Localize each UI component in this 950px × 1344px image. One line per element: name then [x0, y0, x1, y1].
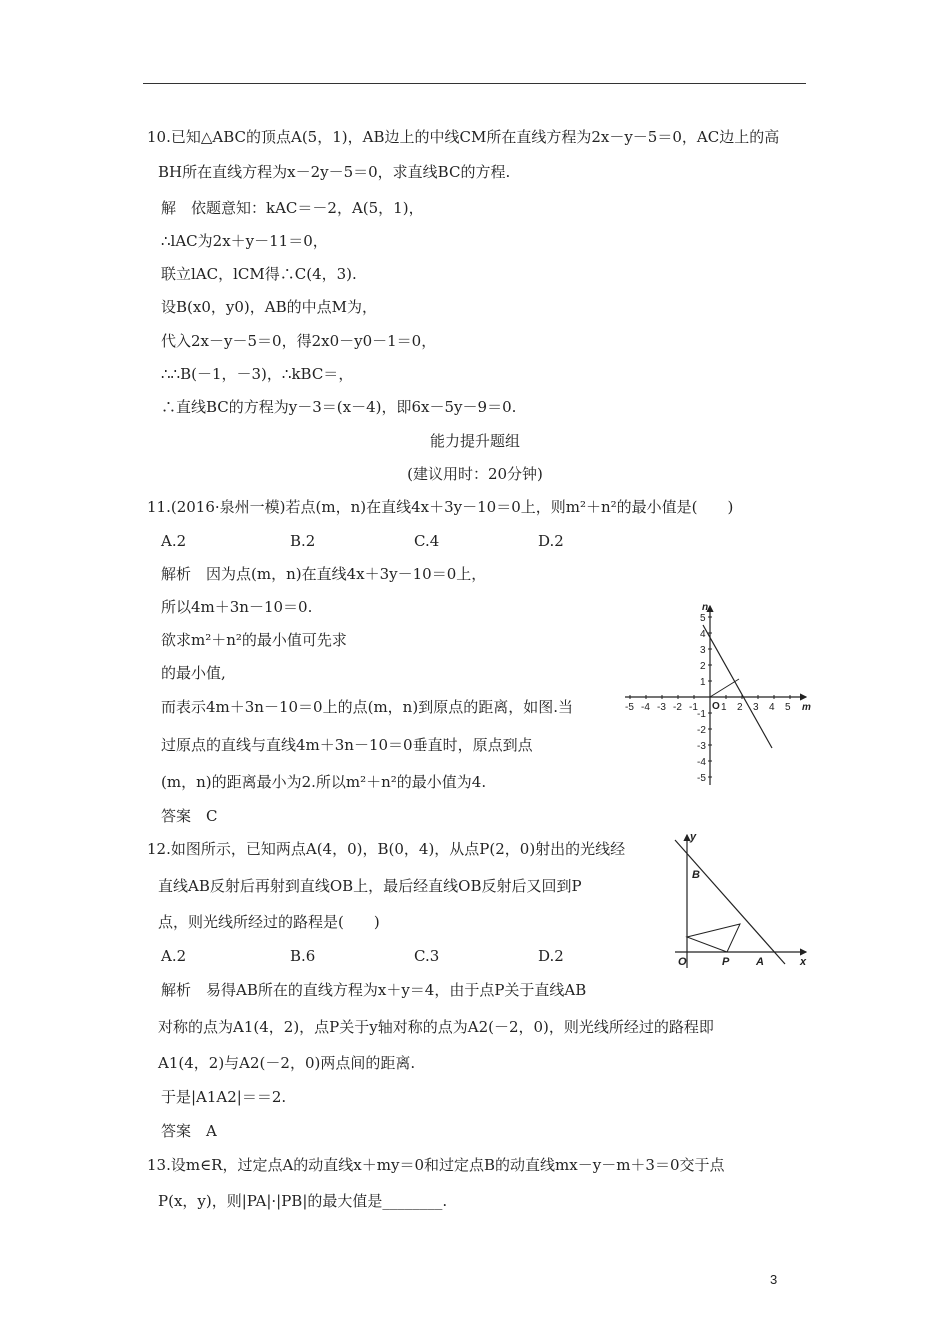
header-rule [143, 83, 806, 84]
n-tick-label: -3 [697, 741, 706, 752]
q10-solution-4: 设B(x0，y0)，AB的中点M为， [161, 298, 377, 316]
m-tick-label: -1 [689, 702, 698, 713]
q11-coordinate-graph [620, 600, 815, 790]
q12-stem-1: 12.如图所示，已知两点A(4，0)，B(0，4)，从点P(2，0)射出的光线经 [147, 840, 626, 858]
q12-stem-3: 点，则光线所经过的路程是( ) [158, 913, 380, 931]
constraint-line [703, 625, 772, 748]
n-axis-label: n [702, 602, 709, 613]
q11-option-b: B.2 [290, 532, 316, 550]
q11-solution-2: 所以4m＋3n－10＝0. [161, 598, 313, 616]
q12-option-a: A.2 [161, 947, 187, 965]
m-tick-label: 1 [721, 702, 727, 713]
point-p-label: P [722, 956, 730, 968]
page-number: 3 [770, 1272, 778, 1287]
q13-line2: P(x，y)，则|PA|·|PB|的最大值是________. [158, 1192, 448, 1210]
q12-solution-3: A1(4，2)与A2(－2，0)两点间的距离. [158, 1054, 416, 1072]
q13-line1: 13.设m∈R，过定点A的动直线x＋my＝0和过定点B的动直线mx－y－m＋3＝0交于点 [147, 1156, 725, 1174]
q11-option-c: C.4 [414, 532, 440, 550]
x-axis-label: x [800, 956, 807, 968]
y-axis-label: y [690, 831, 697, 843]
q11-option-d: D.2 [538, 532, 564, 550]
q10-line1: 10.已知△ABC的顶点A(5，1)，AB边上的中线CM所在直线方程为2x－y－5＝0，AC边上的高 [147, 128, 780, 146]
m-tick-label: 2 [737, 702, 743, 713]
q11-solution-3: 欲求m²＋n²的最小值可先求 [161, 631, 347, 649]
q10-solution-3: 联立lAC，lCM得∴C(4，3). [161, 265, 357, 283]
light-path [687, 924, 740, 952]
n-tick-label: -2 [697, 725, 706, 736]
m-axis-label: m [802, 702, 811, 713]
m-tick-label: 5 [785, 702, 791, 713]
q12-option-c: C.3 [414, 947, 440, 965]
q12-answer: 答案 A [161, 1122, 217, 1140]
q11-solution-7: (m，n)的距离最小为2.所以m²＋n²的最小值为4. [161, 773, 487, 791]
point-a-label: A [756, 956, 764, 968]
m-tick-label: -3 [657, 702, 666, 713]
q11-stem: 11.(2016·泉州一模)若点(m，n)在直线4x＋3y－10＝0上，则m²＋n²的最小值是( ) [147, 498, 734, 516]
q11-solution-4: 的最小值, [161, 664, 226, 682]
section-title: 能力提升题组 [429, 432, 520, 450]
q12-option-b: B.6 [290, 947, 316, 965]
n-tick-label: 4 [700, 629, 706, 640]
m-tick-label: 4 [769, 702, 775, 713]
q10-solution-6: ∴∴B(－1，－3)，∴kBC＝， [161, 365, 354, 383]
q12-solution-1: 解析 易得AB所在的直线方程为x＋y＝4，由于点P关于直线AB [161, 981, 587, 999]
point-o-label: O [678, 956, 687, 968]
n-tick-label: -4 [697, 757, 706, 768]
n-tick-label: 1 [700, 677, 706, 688]
q11-solution-5: 而表示4m＋3n－10＝0上的点(m，n)到原点的距离，如图.当 [161, 698, 573, 716]
perpendicular-segment [710, 679, 739, 697]
n-tick-label: -1 [697, 709, 706, 720]
m-tick-label: -5 [625, 702, 634, 713]
point-b-label: B [692, 869, 700, 881]
m-tick-label: 3 [753, 702, 759, 713]
q12-reflection-diagram [670, 830, 815, 970]
q10-solution-5: 代入2x－y－5＝0，得2x0－y0－1＝0， [161, 332, 437, 350]
q12-stem-2: 直线AB反射后再射到直线OB上，最后经直线OB反射后又回到P [158, 877, 582, 895]
q10-solution-2: ∴lAC为2x＋y－11＝0， [161, 232, 328, 250]
n-tick-label: 2 [700, 661, 706, 672]
m-tick-label: -2 [673, 702, 682, 713]
origin-label: O [712, 701, 720, 712]
section-time: (建议用时：20分钟) [407, 465, 543, 483]
q12-solution-4: 于是|A1A2|＝＝2. [161, 1088, 287, 1106]
q10-line2: BH所在直线方程为x－2y－5＝0，求直线BC的方程. [158, 163, 511, 181]
n-tick-label: -5 [697, 773, 706, 784]
m-tick-label: -4 [641, 702, 650, 713]
n-tick-label: 3 [700, 645, 706, 656]
q12-solution-2: 对称的点为A1(4，2)，点P关于y轴对称的点为A2(－2，0)，则光线所经过的路程即 [158, 1018, 714, 1036]
q11-solution-1: 解析 因为点(m，n)在直线4x＋3y－10＝0上， [161, 565, 487, 583]
n-tick-label: 5 [700, 613, 706, 624]
q11-answer: 答案 C [161, 807, 218, 825]
q11-option-a: A.2 [161, 532, 187, 550]
q10-solution-1: 解 依题意知：kAC＝－2，A(5，1)， [161, 199, 424, 217]
q12-option-d: D.2 [538, 947, 564, 965]
q10-solution-7: ∴直线BC的方程为y－3＝(x－4)，即6x－5y－9＝0. [161, 398, 517, 416]
q11-solution-6: 过原点的直线与直线4m＋3n－10＝0垂直时，原点到点 [161, 736, 533, 754]
